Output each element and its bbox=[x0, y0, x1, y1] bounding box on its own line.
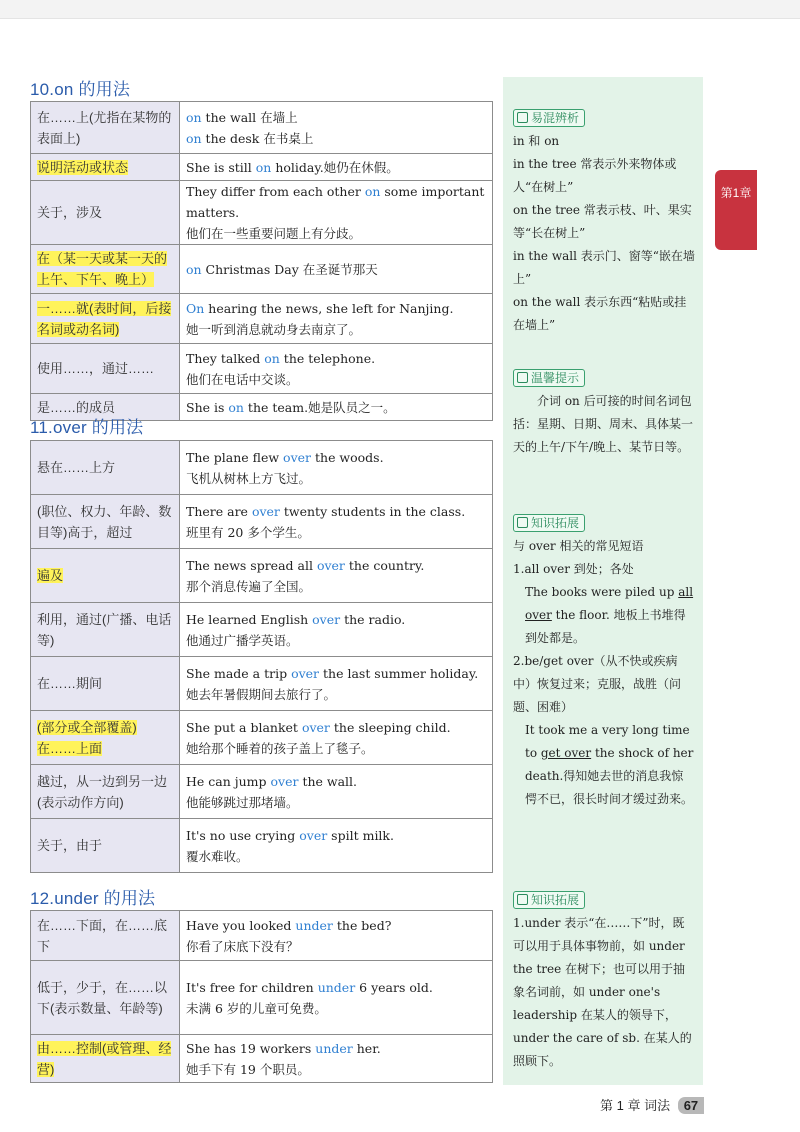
keyword: over bbox=[301, 719, 330, 735]
example-text: She is bbox=[186, 399, 229, 415]
example-cell bbox=[180, 549, 493, 603]
tag-label: 温馨提示 bbox=[531, 371, 580, 385]
example-cell bbox=[180, 344, 493, 394]
translation: 他通过广播学英语。 bbox=[186, 632, 299, 648]
keyword: over bbox=[270, 773, 299, 789]
example-cell bbox=[180, 657, 493, 711]
footer-chapter: 第 1 章 词法 bbox=[600, 1098, 671, 1113]
example-text: the country. bbox=[344, 557, 425, 573]
usage-label: (职位、权力、年龄、数目等)高于，超过 bbox=[31, 495, 180, 549]
keyword: under bbox=[295, 917, 333, 933]
table-row bbox=[31, 245, 493, 294]
translation: 那个消息传遍了全国。 bbox=[186, 578, 312, 594]
example-cell bbox=[180, 711, 493, 765]
keyword: on bbox=[228, 399, 244, 415]
keyword: over bbox=[312, 611, 341, 627]
section-title-over: 11.over 的用法 bbox=[30, 418, 144, 437]
usage-label bbox=[31, 294, 180, 344]
example-text: It's no use crying bbox=[186, 827, 300, 843]
example-text: She is still bbox=[186, 159, 256, 175]
note-heading: 与 over 相关的常见短语 bbox=[513, 539, 644, 553]
table-row bbox=[31, 441, 493, 495]
usage-label: 在……期间 bbox=[31, 657, 180, 711]
note-paragraph: 介词 on 后可接的时间名词包括：星期、日期、周末、具体某一天的上午/下午/晚上、某节日等。 bbox=[513, 394, 694, 454]
example-cell bbox=[180, 245, 493, 294]
example-text: the radio. bbox=[340, 611, 406, 627]
tag-label: 易混辨析 bbox=[531, 111, 580, 125]
example-cell bbox=[180, 181, 493, 245]
example-cell bbox=[180, 441, 493, 495]
chapter-tab[interactable]: 第1章 bbox=[715, 170, 757, 250]
example-text: 6 years old. bbox=[355, 979, 433, 995]
translation: 她一听到消息就动身去南京了。 bbox=[186, 321, 362, 337]
usage-label bbox=[31, 245, 180, 294]
translation: 她给那个睡着的孩子盖上了毯子。 bbox=[186, 740, 374, 756]
tag-icon bbox=[517, 112, 528, 123]
example-text: the wall. bbox=[298, 773, 358, 789]
keyword: on bbox=[364, 184, 381, 199]
table-row bbox=[31, 961, 493, 1035]
tag-tip bbox=[513, 369, 585, 387]
note-line: in 和 on bbox=[513, 134, 560, 148]
table-row bbox=[31, 549, 493, 603]
usage-label: 关于，由于 bbox=[31, 819, 180, 873]
over-usage-table bbox=[30, 440, 493, 873]
underlined-phrase: all over bbox=[525, 585, 694, 622]
example-text: She made a trip bbox=[186, 665, 292, 681]
note-line: in the tree 常表示外来物体或人“在树上” bbox=[513, 157, 677, 194]
example-cell bbox=[180, 819, 493, 873]
highlighted-label: 遍及 bbox=[37, 568, 64, 583]
example-cell bbox=[180, 961, 493, 1035]
usage-label bbox=[31, 549, 180, 603]
underlined-phrase: get over bbox=[540, 746, 592, 760]
keyword: over bbox=[291, 665, 320, 681]
tag-label: 知识拓展 bbox=[531, 893, 580, 907]
keyword: over bbox=[316, 557, 345, 573]
note-item: 2.be/get over（从不快或疾病中）恢复过来；克服，战胜（问题、困难） bbox=[513, 654, 682, 714]
table-row bbox=[31, 102, 493, 154]
highlighted-label: 在（某一天或某一天的上午、下午、晚上） bbox=[37, 251, 168, 287]
keyword: on bbox=[264, 350, 280, 366]
example-text: They differ from each other bbox=[186, 184, 365, 199]
example-text: the shock of her death.得知她去世的消息我惊愕不已，很长时间才缓过劲来。 bbox=[525, 746, 694, 806]
keyword: over bbox=[251, 503, 280, 519]
top-margin-bar bbox=[0, 0, 800, 19]
example-text: Have you looked bbox=[186, 917, 296, 933]
highlighted-label: 说明活动或状态 bbox=[37, 159, 129, 175]
note-example bbox=[513, 581, 695, 650]
note-line: on the tree 常表示枝、叶、果实等“长在树上” bbox=[513, 203, 692, 240]
table-row bbox=[31, 181, 493, 245]
keyword: over bbox=[299, 827, 328, 843]
highlighted-label: 由……控制(或管理、经营) bbox=[37, 1040, 172, 1077]
translation: 他们在电话中交谈。 bbox=[186, 371, 299, 387]
translation: 你看了床底下没有？ bbox=[186, 938, 299, 954]
note-line: in the wall 表示门、窗等“嵌在墙上” bbox=[513, 249, 695, 286]
table-row bbox=[31, 154, 493, 181]
example-text: She put a blanket bbox=[186, 719, 302, 735]
tag-label: 知识拓展 bbox=[531, 516, 580, 530]
table-row bbox=[31, 657, 493, 711]
knowledge-note-under bbox=[513, 889, 695, 1073]
tip-note bbox=[513, 367, 695, 459]
example-text: the desk 在书桌上 bbox=[201, 130, 314, 146]
example-text: the sleeping child. bbox=[329, 719, 451, 735]
note-item: 1.all over 到处；各处 bbox=[513, 562, 634, 576]
knowledge-note-over bbox=[513, 512, 695, 811]
keyword: on bbox=[186, 130, 202, 146]
keyword: under bbox=[315, 1040, 353, 1056]
example-cell bbox=[180, 495, 493, 549]
page-number: 67 bbox=[678, 1097, 704, 1114]
note-line: on the wall 表示东西“粘贴或挂在墙上” bbox=[513, 295, 687, 332]
example-cell bbox=[180, 102, 493, 154]
example-cell bbox=[180, 394, 493, 421]
translation: 她去年暑假期间去旅行了。 bbox=[186, 686, 337, 702]
highlighted-label: (部分或全部覆盖)在……上面 bbox=[37, 719, 137, 756]
on-usage-table bbox=[30, 101, 493, 421]
example-cell bbox=[180, 1035, 493, 1083]
usage-label: 使用……，通过…… bbox=[31, 344, 180, 394]
tag-icon bbox=[517, 372, 528, 383]
notes-sidebar bbox=[503, 77, 703, 1085]
keyword: on bbox=[255, 159, 272, 175]
example-text: her. bbox=[352, 1040, 381, 1056]
keyword: under bbox=[317, 979, 356, 995]
translation: 飞机从树林上方飞过。 bbox=[186, 470, 312, 486]
confusion-note bbox=[513, 107, 695, 337]
example-text: the floor. 地板上书堆得到处都是。 bbox=[525, 608, 686, 645]
page-footer bbox=[600, 1095, 704, 1114]
example-text: holiday.她仍在休假。 bbox=[271, 159, 399, 175]
usage-label: 低于，少于，在……以下(表示数量、年龄等) bbox=[31, 961, 180, 1035]
example-text: the wall 在墙上 bbox=[201, 109, 298, 125]
example-text: The plane flew bbox=[186, 449, 284, 465]
example-text: some important matters. bbox=[186, 184, 485, 220]
example-cell bbox=[180, 603, 493, 657]
note-paragraph: 1.under 表示“在……下”时，既可以用于具体事物前，如 under the tree 在树下；也可以用于抽象名词前，如 under one's leadership 在某人的领导下，under the care of sb. 在某人的照顾下。 bbox=[513, 916, 692, 1068]
example-cell bbox=[180, 154, 493, 181]
example-text: the telephone. bbox=[279, 350, 376, 366]
usage-label: 越过，从一边到另一边(表示动作方向) bbox=[31, 765, 180, 819]
keyword: over bbox=[283, 449, 312, 465]
example-text: She has 19 workers bbox=[186, 1040, 316, 1056]
table-row bbox=[31, 294, 493, 344]
example-text: The books were piled up bbox=[525, 585, 679, 599]
example-text: There are bbox=[186, 503, 252, 519]
example-cell bbox=[180, 765, 493, 819]
usage-label: 利用，通过(广播、电话等) bbox=[31, 603, 180, 657]
table-row bbox=[31, 495, 493, 549]
example-text: It's free for children bbox=[186, 979, 318, 995]
example-text: They talked bbox=[186, 350, 265, 366]
note-example bbox=[513, 719, 695, 811]
translation: 班里有 20 多个学生。 bbox=[186, 524, 310, 540]
example-text: He can jump bbox=[186, 773, 271, 789]
highlighted-label: 一……就(表时间，后接名词或动名词) bbox=[37, 300, 172, 337]
tag-confusion bbox=[513, 109, 585, 127]
table-row bbox=[31, 711, 493, 765]
usage-label: 悬在……上方 bbox=[31, 441, 180, 495]
keyword: on bbox=[186, 261, 202, 277]
keyword: On bbox=[186, 300, 205, 316]
example-text: the bed? bbox=[332, 917, 392, 933]
translation: 未满 6 岁的儿童可免费。 bbox=[186, 1000, 327, 1016]
table-row bbox=[31, 603, 493, 657]
table-row bbox=[31, 765, 493, 819]
example-text: He learned English bbox=[186, 611, 313, 627]
usage-label: 关于，涉及 bbox=[31, 181, 180, 245]
example-text: It took me a very long time to bbox=[525, 723, 690, 760]
tag-knowledge bbox=[513, 514, 585, 532]
translation: 他们在一些重要问题上有分歧。 bbox=[186, 226, 362, 241]
table-row bbox=[31, 819, 493, 873]
usage-label: 是……的成员 bbox=[31, 394, 180, 421]
example-text: spilt milk. bbox=[327, 827, 394, 843]
section-title-under: 12.under 的用法 bbox=[30, 889, 156, 908]
usage-label bbox=[31, 711, 180, 765]
usage-label bbox=[31, 154, 180, 181]
under-usage-table bbox=[30, 910, 493, 1083]
example-text: twenty students in the class. bbox=[279, 503, 466, 519]
example-text: hearing the news, she left for Nanjing. bbox=[204, 300, 454, 316]
table-row bbox=[31, 1035, 493, 1083]
translation: 她手下有 19 个职员。 bbox=[186, 1061, 310, 1077]
example-text: The news spread all bbox=[186, 557, 317, 573]
translation: 他能够跳过那堵墙。 bbox=[186, 794, 299, 810]
example-text: the last summer holiday. bbox=[319, 665, 479, 681]
translation: 覆水难收。 bbox=[186, 848, 249, 864]
usage-label: 在……下面，在……底下 bbox=[31, 911, 180, 961]
example-text: Christmas Day 在圣诞节那天 bbox=[201, 261, 378, 277]
section-title-on: 10.on 的用法 bbox=[30, 80, 131, 99]
example-text: the team.她是队员之一。 bbox=[243, 399, 396, 415]
usage-label bbox=[31, 1035, 180, 1083]
example-cell bbox=[180, 911, 493, 961]
tag-icon bbox=[517, 894, 528, 905]
table-row bbox=[31, 911, 493, 961]
keyword: on bbox=[186, 109, 202, 125]
example-cell bbox=[180, 294, 493, 344]
example-text: the woods. bbox=[311, 449, 384, 465]
tag-knowledge bbox=[513, 891, 585, 909]
usage-label: 在……上(尤指在某物的表面上) bbox=[31, 102, 180, 154]
table-row bbox=[31, 344, 493, 394]
tag-icon bbox=[517, 517, 528, 528]
